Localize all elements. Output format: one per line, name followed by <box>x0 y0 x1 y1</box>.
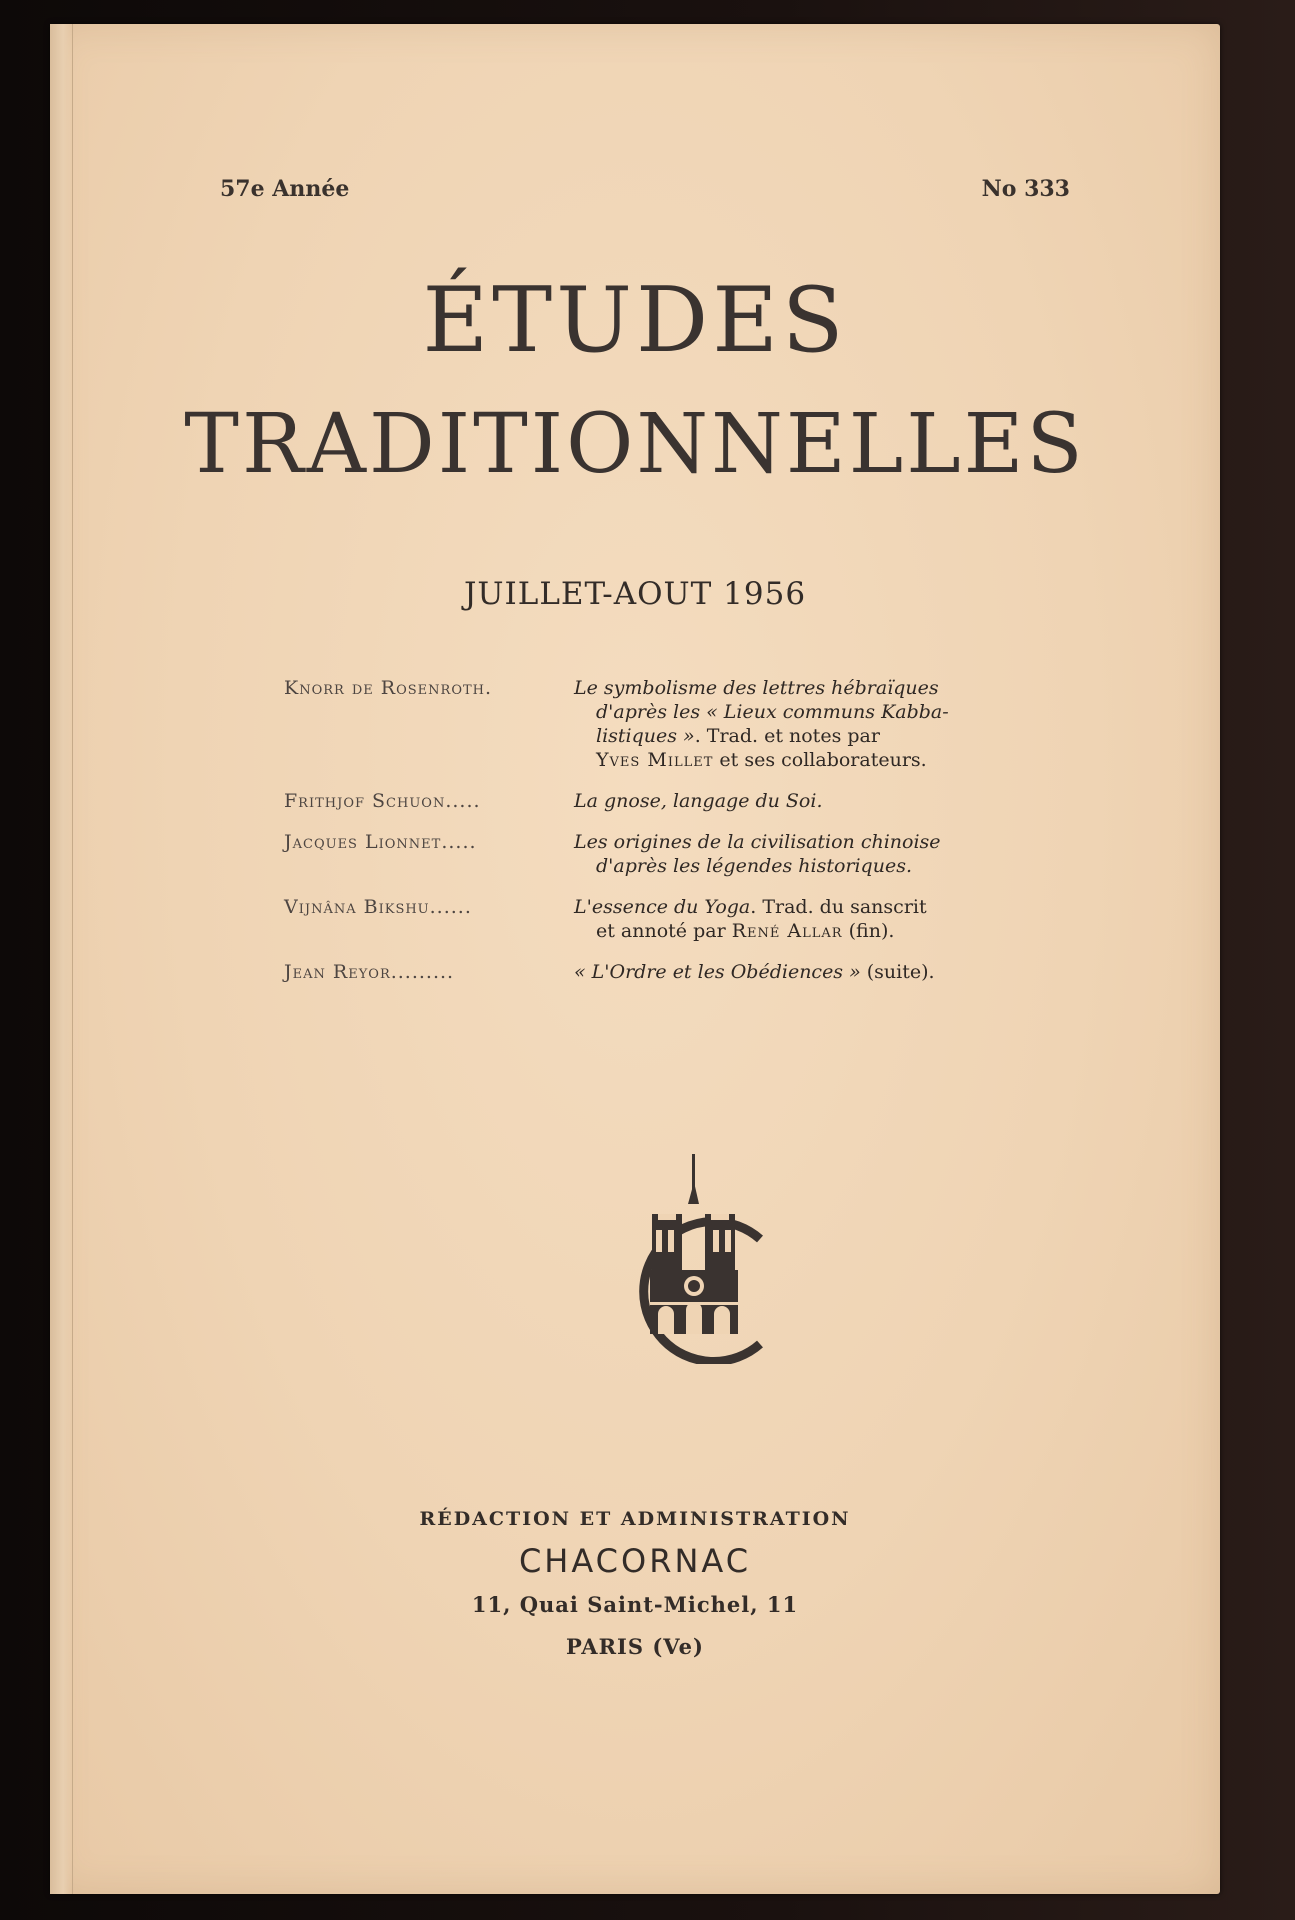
article-line <box>574 895 1084 919</box>
article-line <box>574 960 1084 984</box>
article-text: (suite). <box>860 961 935 983</box>
entry-author: Jacques Lionnet..... <box>284 831 477 853</box>
title-line-1: ÉTUDES <box>422 268 848 373</box>
publisher-name: CHACORNAC <box>518 1542 752 1580</box>
publisher-city: PARIS (Ve) <box>566 1634 704 1659</box>
article-text: listiques » <box>596 725 695 747</box>
article-text: et ses collaborateurs. <box>713 749 927 771</box>
issue-date: JUILLET-AOUT 1956 <box>463 576 807 612</box>
contents-entry <box>284 676 1084 772</box>
publisher-address: 11, Quai Saint-Michel, 11 <box>471 1592 799 1617</box>
contents-entry <box>284 960 1084 984</box>
contents-entry <box>284 789 1084 813</box>
title-line-2: TRADITIONNELLES <box>184 397 1086 492</box>
article-line <box>574 830 1084 854</box>
article-line <box>574 676 1084 700</box>
article-text: d'après les légendes historiques. <box>596 855 912 877</box>
article-text: Les origines de la civilisation chinoise <box>574 831 941 853</box>
entry-article-title <box>574 830 1084 878</box>
entry-author: Vijnâna Bikshu...... <box>284 896 472 918</box>
article-text: L'essence du Yoga <box>574 896 751 918</box>
table-of-contents <box>284 676 1084 1001</box>
article-text: (fin). <box>842 920 895 942</box>
article-text: « L'Ordre et les Obédiences » <box>574 961 861 983</box>
issue-number: No 333 <box>981 176 1070 202</box>
article-line <box>574 854 1084 878</box>
article-text: René Allar <box>731 920 843 942</box>
entry-author: Knorr de Rosenroth. <box>284 677 493 699</box>
journal-cover <box>50 24 1220 1894</box>
editorial-label: RÉDACTION ET ADMINISTRATION <box>419 1508 851 1530</box>
article-text: . Trad. du sanscrit <box>750 896 927 918</box>
entry-article-title <box>574 960 1084 984</box>
entry-article-title <box>574 895 1084 943</box>
article-text: Yves Millet <box>596 749 714 771</box>
entry-article-title <box>574 789 1084 813</box>
article-line <box>574 919 1084 943</box>
article-line <box>574 700 1084 724</box>
article-text: . Trad. et notes par <box>694 725 880 747</box>
article-text: La gnose, langage du Soi. <box>574 790 823 812</box>
journal-title <box>50 268 1220 492</box>
entry-article-title <box>574 676 1084 772</box>
contents-entry <box>284 830 1084 878</box>
volume-year: 57e Année <box>220 176 350 202</box>
article-text: d'après les « Lieux communs Kabba- <box>596 701 949 723</box>
article-text: et annoté par <box>596 920 732 942</box>
contents-entry <box>284 895 1084 943</box>
article-text: Le symbolisme des lettres hébraïques <box>574 677 939 699</box>
cathedral-emblem-icon <box>610 1144 780 1364</box>
entry-author: Frithjof Schuon..... <box>284 790 481 812</box>
article-line <box>574 748 1084 772</box>
article-line <box>574 724 1084 748</box>
entry-author: Jean Reyor......... <box>284 961 455 983</box>
article-line <box>574 789 1084 813</box>
